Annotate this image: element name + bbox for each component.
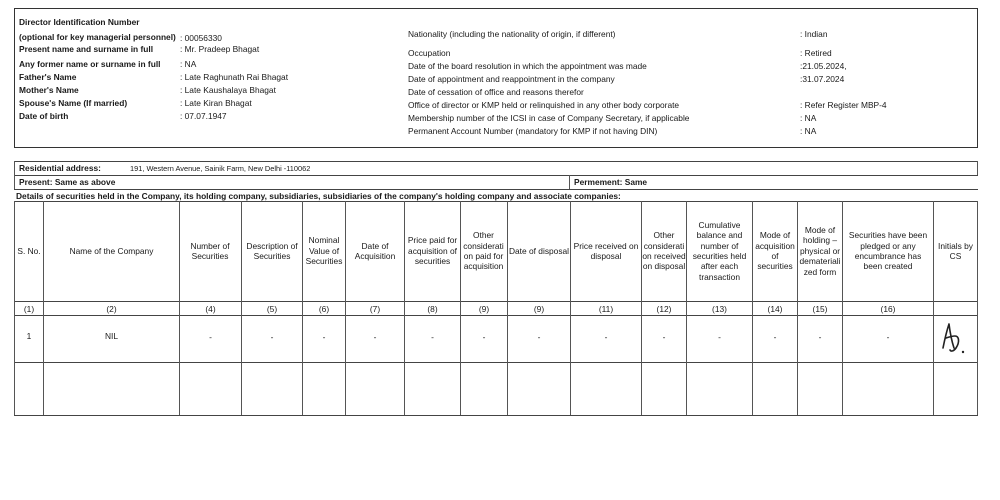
cs-initials-signature xyxy=(936,318,972,360)
col-number: (9) xyxy=(478,304,490,314)
row-securities-pledged: - xyxy=(886,332,890,342)
spouse-name-label: Spouse's Name (If married) xyxy=(19,98,128,108)
col-number: (12) xyxy=(656,304,672,314)
address-bottom-line xyxy=(14,189,978,190)
nationality-label: Nationality (including the nationality of origin, if different) xyxy=(408,29,616,39)
header-cumulative-balance: Cumulative balance and number of securities held after each transaction xyxy=(692,219,747,282)
row-s-no: 1 xyxy=(26,331,32,341)
table-header-bottom-line xyxy=(14,301,978,302)
spouse-name-value: : Late Kiran Bhagat xyxy=(180,98,252,108)
header-date-of-disposal: Date of disposal xyxy=(508,245,570,256)
header-other-consideration-paid: Other considerati on paid for acquisition xyxy=(463,230,504,272)
occupation-value: : Retired xyxy=(800,48,832,58)
board-resolution-label: Date of the board resolution in which the appointment was made xyxy=(408,61,647,71)
col-number: (1) xyxy=(23,304,35,314)
col-number: (7) xyxy=(369,304,381,314)
icsi-membership-value: : NA xyxy=(800,113,817,123)
father-name-label: Father's Name xyxy=(19,72,77,82)
header-description-of-securities: Description of Securities xyxy=(246,240,298,261)
mother-name-label: Mother's Name xyxy=(19,85,79,95)
header-company-name: Name of the Company xyxy=(69,245,154,256)
table-bottom-line xyxy=(14,415,978,416)
col-number: (4) xyxy=(205,304,216,314)
row-date-of-acquisition: - xyxy=(373,332,377,342)
address-left-border xyxy=(14,161,15,189)
nationality-value: : Indian xyxy=(800,29,828,39)
father-name-value: : Late Raghunath Rai Bhagat xyxy=(180,72,289,82)
din-optional-label: (optional for key managerial personnel) xyxy=(19,32,176,42)
former-name-value: : NA xyxy=(180,59,197,69)
row-nominal-value: - xyxy=(322,332,326,342)
col-number: (9) xyxy=(533,304,545,314)
header-number-of-securities: Number of Securities xyxy=(190,240,230,261)
cessation-label: Date of cessation of office and reasons therefor xyxy=(408,87,584,97)
col-number: (5) xyxy=(266,304,278,314)
col-number: (15) xyxy=(812,304,828,314)
present-permanent-divider xyxy=(569,175,570,189)
header-price-paid: Price paid for acquisition of securities xyxy=(407,235,458,267)
din-value: : 00056330 xyxy=(180,33,222,43)
permanent-address: Permement: Same xyxy=(574,177,648,187)
table-row1-bottom-line xyxy=(14,362,978,363)
appointment-date-label: Date of appointment and reappointment in the company xyxy=(408,74,615,84)
residential-address-value: 191, Western Avenue, Sainik Farm, New Delhi -110062 xyxy=(130,164,311,173)
row-other-consideration-paid: - xyxy=(482,332,486,342)
address-mid-line xyxy=(14,175,978,176)
col-number: (14) xyxy=(767,304,783,314)
former-name-label: Any former name or surname in full xyxy=(19,59,161,69)
col-line xyxy=(977,201,978,415)
header-mode-of-holding: Mode of holding – physical or demateriali zed form xyxy=(799,224,841,277)
col-number: (2) xyxy=(106,304,117,314)
header-mode-of-acquisition: Mode of acquisition of securities xyxy=(755,230,795,272)
row-mode-of-holding: - xyxy=(818,332,822,342)
col-number: (8) xyxy=(427,304,438,314)
present-address: Present: Same as above xyxy=(19,177,116,187)
mother-name-value: : Late Kaushalaya Bhagat xyxy=(180,85,276,95)
din-label: Director Identification Number xyxy=(19,17,140,27)
dob-label: Date of birth xyxy=(19,111,69,121)
col-number: (11) xyxy=(598,304,614,314)
address-right-border xyxy=(977,161,978,175)
appointment-date-value: :31.07.2024 xyxy=(800,74,845,84)
row-date-of-disposal: - xyxy=(537,332,541,342)
header-nominal-value: Nominal Value of Securities xyxy=(305,235,343,267)
other-office-label: Office of director or KMP held or relinquished in any other body corporate xyxy=(408,100,680,110)
header-other-consideration-received: Other considerati on received on disposal xyxy=(642,230,686,272)
address-top-line xyxy=(14,161,978,162)
col-number: (6) xyxy=(318,304,330,314)
header-date-of-acquisition: Date of Acquisition xyxy=(354,240,396,261)
header-price-received: Price received on disposal xyxy=(573,240,639,261)
row-company-name: NIL xyxy=(104,331,119,341)
pan-value: : NA xyxy=(800,126,817,136)
header-s-no: S. No. xyxy=(17,245,41,256)
other-office-value: : Refer Register MBP-4 xyxy=(800,100,887,110)
row-cumulative-balance: - xyxy=(718,332,721,342)
present-name-value: : Mr. Pradeep Bhagat xyxy=(180,44,260,54)
table-numbers-bottom-line xyxy=(14,315,978,316)
row-description: - xyxy=(270,332,274,342)
row-number-of-securities: - xyxy=(209,332,212,342)
row-mode-of-acquisition: - xyxy=(773,332,777,342)
residential-address-label: Residential address: xyxy=(19,163,101,173)
dob-value: : 07.07.1947 xyxy=(180,111,227,121)
header-initials-by-cs: Initials by CS xyxy=(938,240,973,261)
header-securities-pledged: Securities have been pledged or any encumbrance has been created xyxy=(848,230,928,272)
occupation-label: Occupation xyxy=(408,48,451,58)
col-number: (16) xyxy=(880,304,896,314)
row-price-received: - xyxy=(604,332,608,342)
row-price-paid: - xyxy=(431,332,434,342)
icsi-membership-label: Membership number of the ICSI in case of Company Secretary, if applicable xyxy=(408,113,690,123)
pan-label: Permanent Account Number (mandatory for KMP if not having DIN) xyxy=(408,126,658,136)
board-resolution-value: :21.05.2024, xyxy=(800,61,847,71)
row-other-consideration-received: - xyxy=(662,332,666,342)
securities-details-heading: Details of securities held in the Company, its holding company, subsidiaries, subsidiaries of the company's holding company and associate companies: xyxy=(16,191,621,201)
present-name-label: Present name and surname in full xyxy=(19,44,154,54)
col-number: (13) xyxy=(712,304,727,314)
